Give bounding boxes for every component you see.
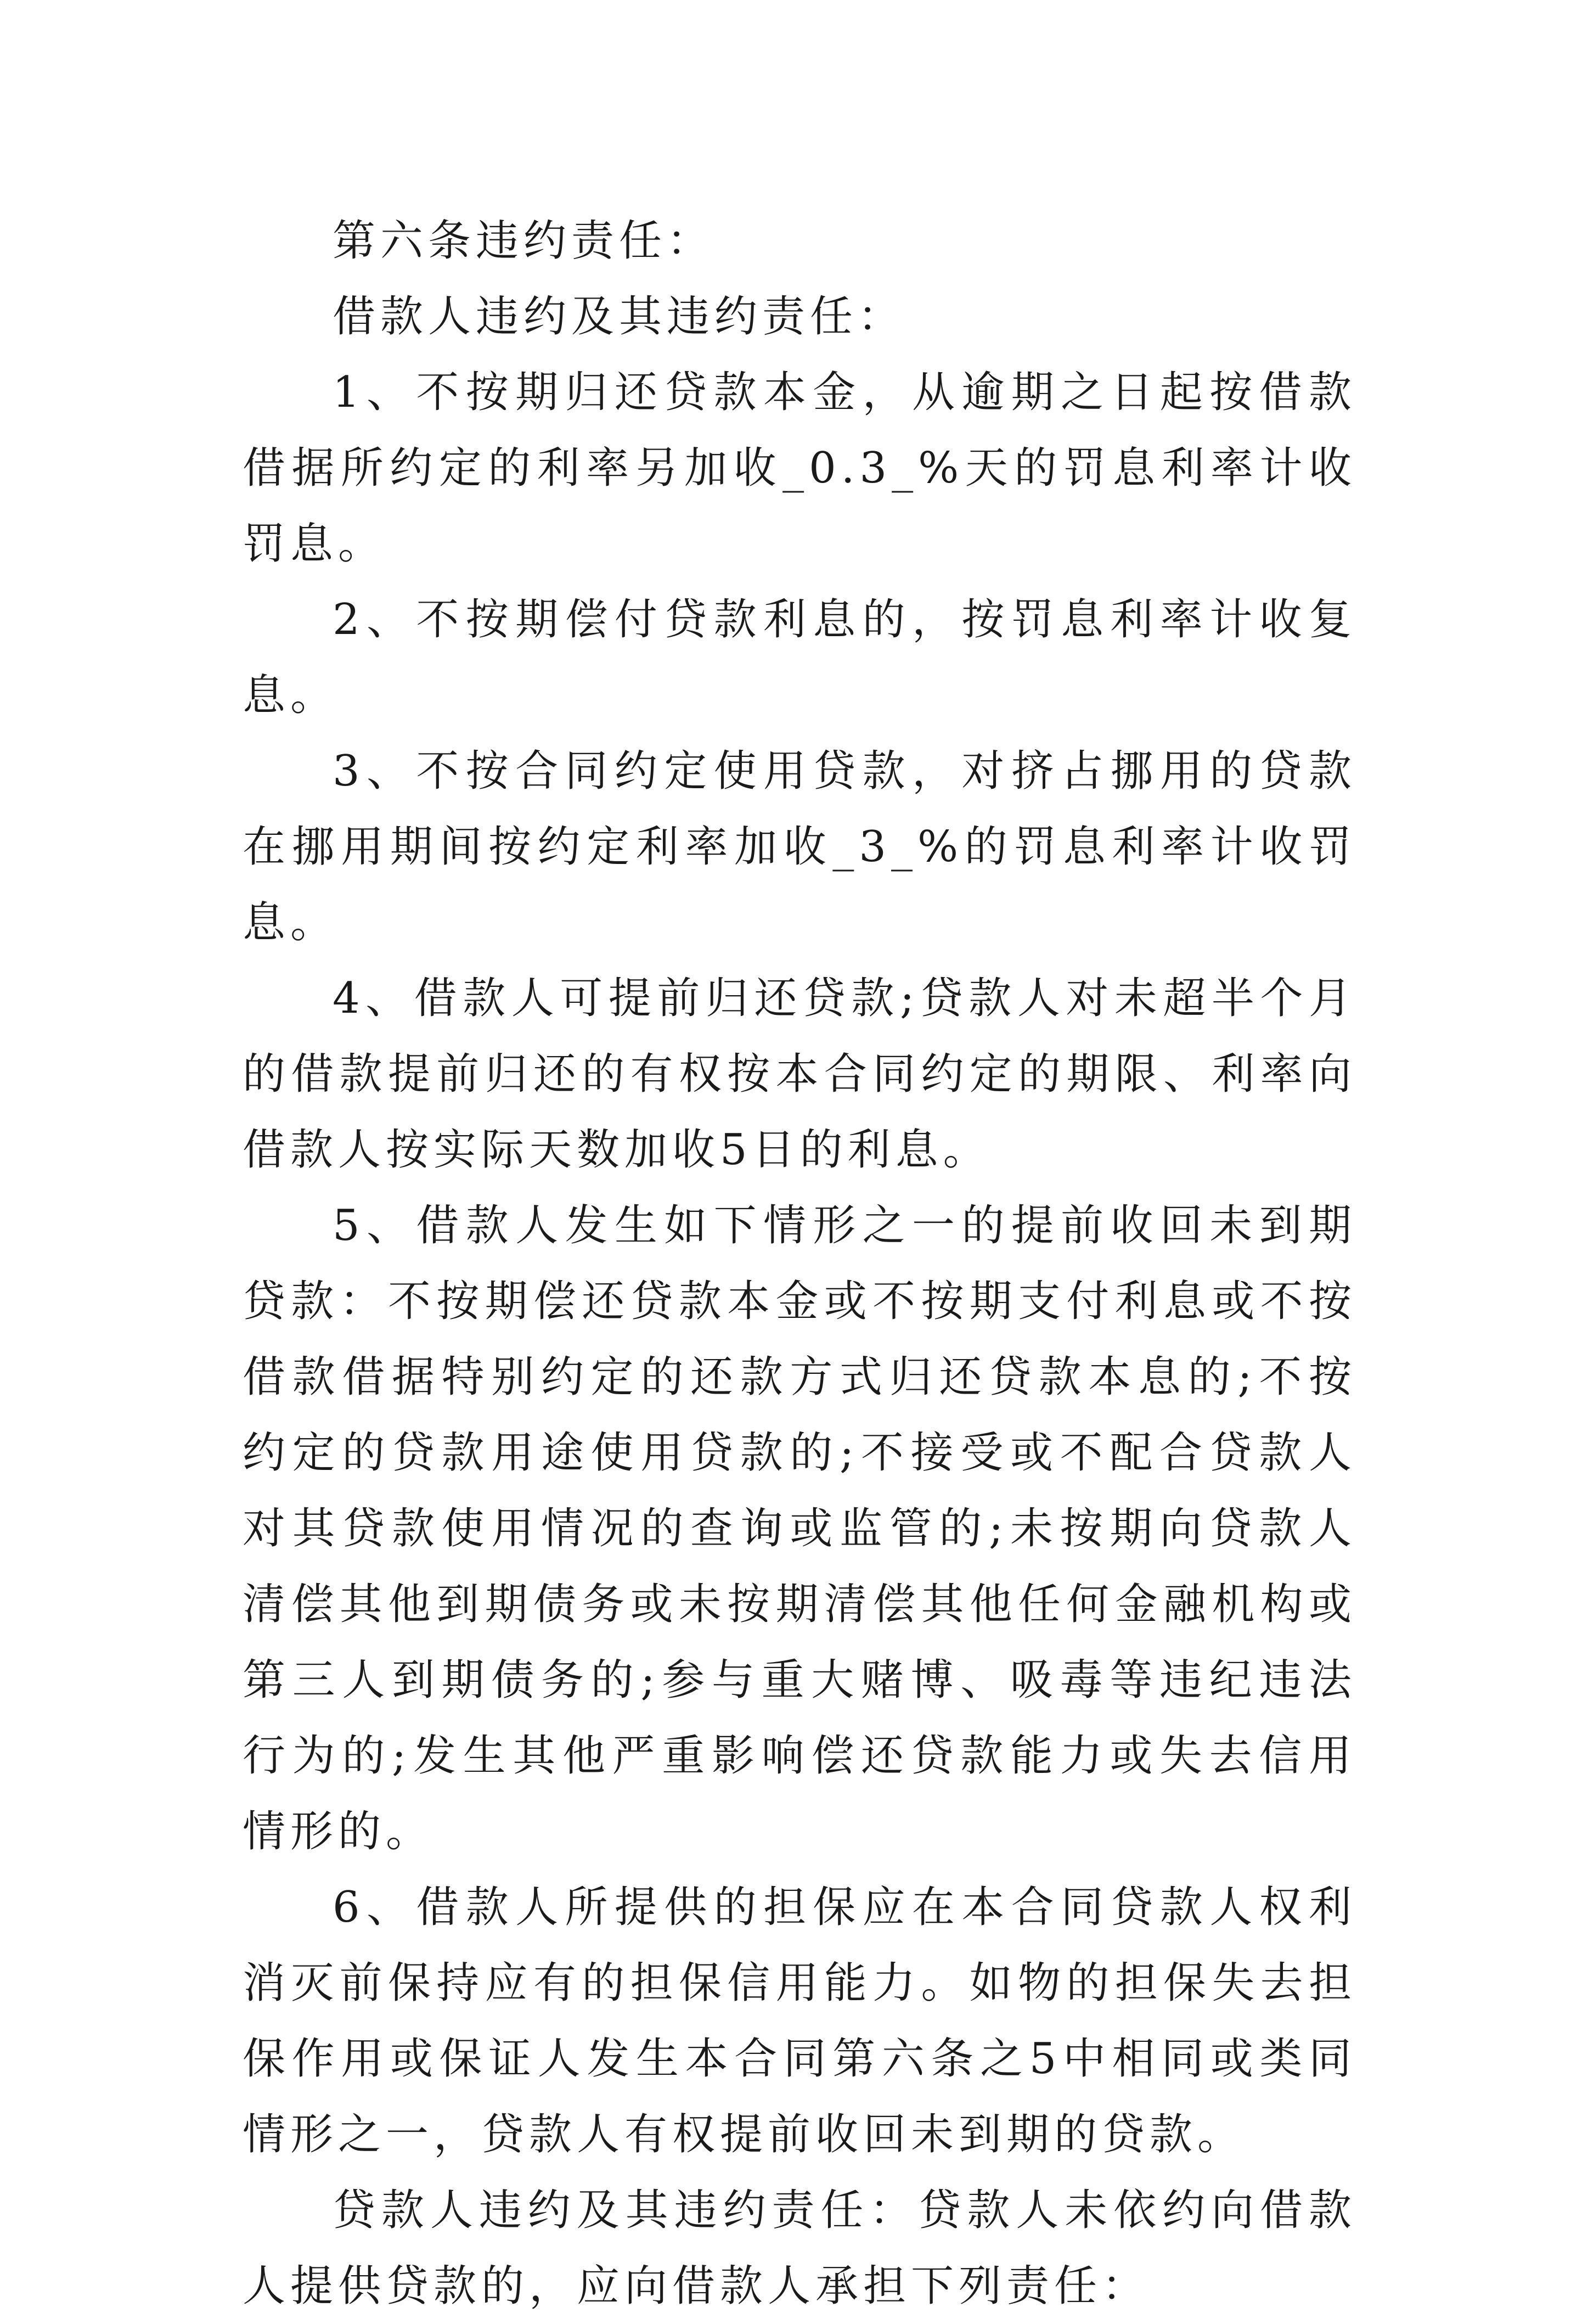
clause-1: 1、不按期归还贷款本金，从逾期之日起按借款借据所约定的利率另加收_0.3_%天的罚息利率计收罚息。	[243, 368, 1356, 569]
clause-6: 6、借款人所提供的担保应在本合同贷款人权利消灭前保持应有的担保信用能力。如物的担保失去担保作用或保证人发生本合同第六条之5中相同或类同情形之一，贷款人有权提前收回未到期的贷款。	[243, 1883, 1356, 2159]
clause-4: 4、借款人可提前归还贷款;贷款人对未超半个月的借款提前归还的有权按本合同约定的期限、利率向借款人按实际天数加收5日的利息。	[243, 974, 1356, 1175]
borrower-liability-heading: 借款人违约及其违约责任：	[333, 292, 906, 341]
document-body	[243, 203, 1356, 2324]
clause-2: 2、不按期偿付贷款利息的，按罚息利率计收复息。	[243, 595, 1356, 720]
clause-5: 5、借款人发生如下情形之一的提前收回未到期贷款：不按期偿还贷款本金或不按期支付利息或不按借款借据特别约定的还款方式归还贷款本息的;不按约定的贷款用途使用贷款的;不接受或不配合贷款人对其贷款使用情况的查询或监管的;未按期向贷款人清偿其他到期债务或未按期清偿其他任何金融机构或第三人到期债务的;参与重大赌博、吸毒等违纪违法行为的;发生其他严重影响偿还贷款能力或失去信用情形的。	[243, 1201, 1356, 1856]
section-heading: 第六条违约责任：	[333, 216, 715, 266]
lender-liability-paragraph: 贷款人违约及其违约责任：贷款人未依约向借款人提供贷款的，应向借款人承担下列责任：	[243, 2186, 1356, 2311]
clause-3: 3、不按合同约定使用贷款，对挤占挪用的贷款在挪用期间按约定利率加收_3_%的罚息利率计收罚息。	[243, 746, 1356, 947]
